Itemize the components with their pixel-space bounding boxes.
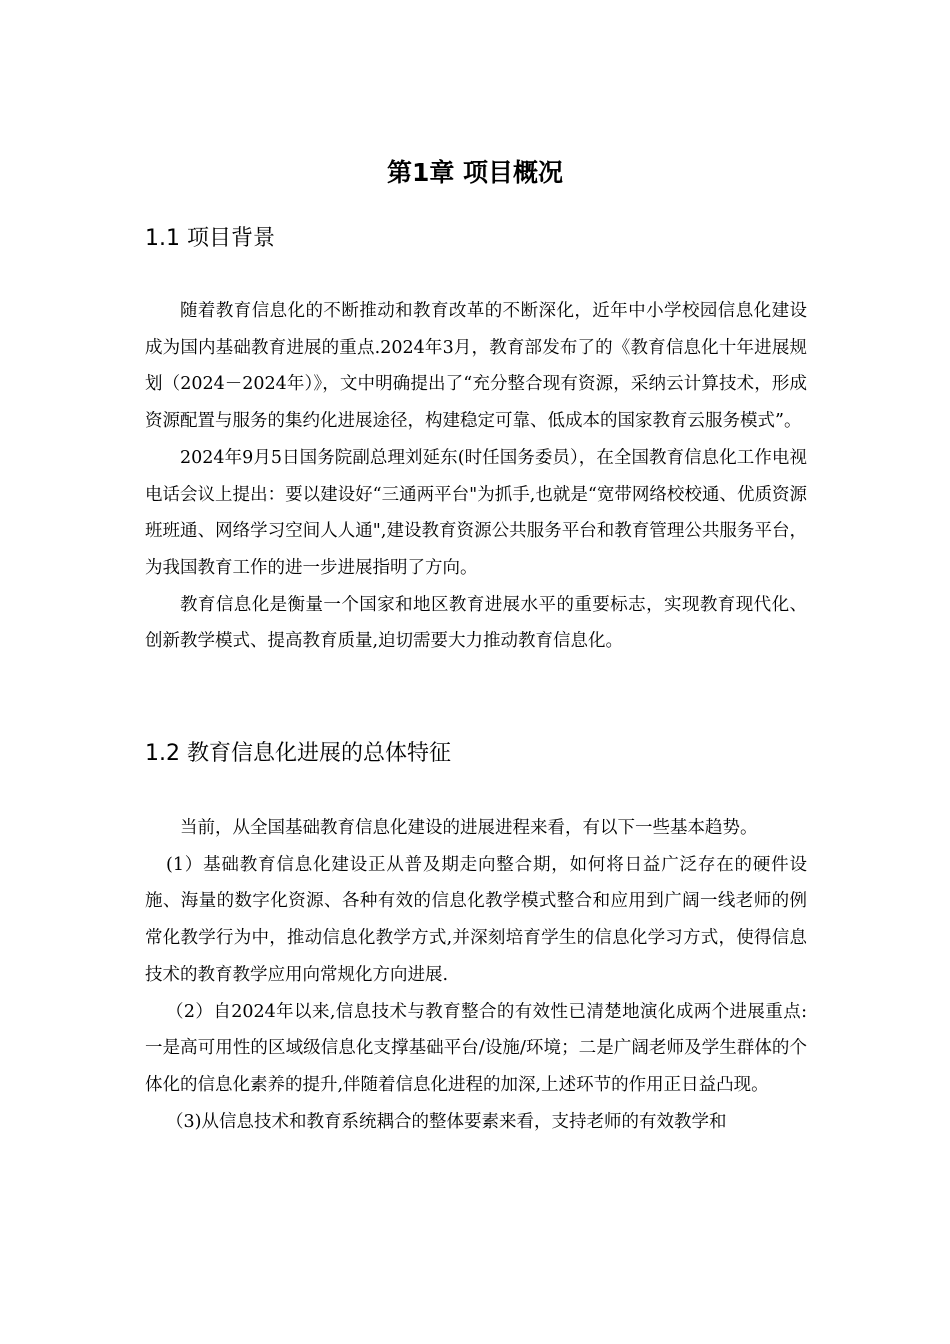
section-heading-1-2: 1.2 教育信息化进展的总体特征 <box>145 741 451 766</box>
paragraph: 教育信息化是衡量一个国家和地区教育进展水平的重要标志，实现教育现代化、创新教学模式、提高教育质量,迫切需要大力推动教育信息化。 <box>145 594 807 652</box>
section-1-2-body <box>145 810 807 1140</box>
paragraph: 随着教育信息化的不断推动和教育改革的不断深化，近年中小学校园信息化建设成为国内基础教育进展的重点.2024年3月，教育部发布了的《教育信息化十年进展规划（2024－2024年）》，文中明确提出了“充分整合现有资源，采纳云计算技术，形成资源配置与服务的集约化进展途径，构建稳定可靠、低成本的国家教育云服务模式”。 <box>145 301 807 432</box>
chapter-title: 第1章 项目概况 <box>386 158 564 187</box>
paragraph: (1）基础教育信息化建设正从普及期走向整合期，如何将日益广泛存在的硬件设施、海量的数字化资源、各种有效的信息化教学模式整合和应用到广阔一线老师的例常化教学行为中，推动信息化教学方式,并深刻培育学生的信息化学习方式，使得信息技术的教育教学应用向常规化方向进展. <box>145 854 807 985</box>
section-heading-1-1: 1.1 项目背景 <box>145 226 275 251</box>
paragraph: （2）自2024年以来,信息技术与教育整合的有效性已清楚地演化成两个进展重点:一是高可用性的区域级信息化支撑基础平台/设施/环境；二是广阔老师及学生群体的个体化的信息化素养的提升,伴随着信息化进程的加深,上述环节的作用正日益凸现。 <box>145 1001 807 1095</box>
section-1-1-body <box>145 293 807 660</box>
paragraph: （3)从信息技术和教育系统耦合的整体要素来看，支持老师的有效教学和 <box>166 1111 727 1132</box>
paragraph: 当前，从全国基础教育信息化建设的进展进程来看，有以下一些基本趋势。 <box>180 818 758 838</box>
paragraph: 2024年9月5日国务院副总理刘延东(时任国务委员），在全国教育信息化工作电视电话会议上提出：要以建设好“三通两平台"为抓手,也就是“宽带网络校校通、优质资源班班通、网络学习空间人人通",建设教育资源公共服务平台和教育管理公共服务平台，为我国教育工作的进一步进展指明了方向。 <box>145 447 807 578</box>
